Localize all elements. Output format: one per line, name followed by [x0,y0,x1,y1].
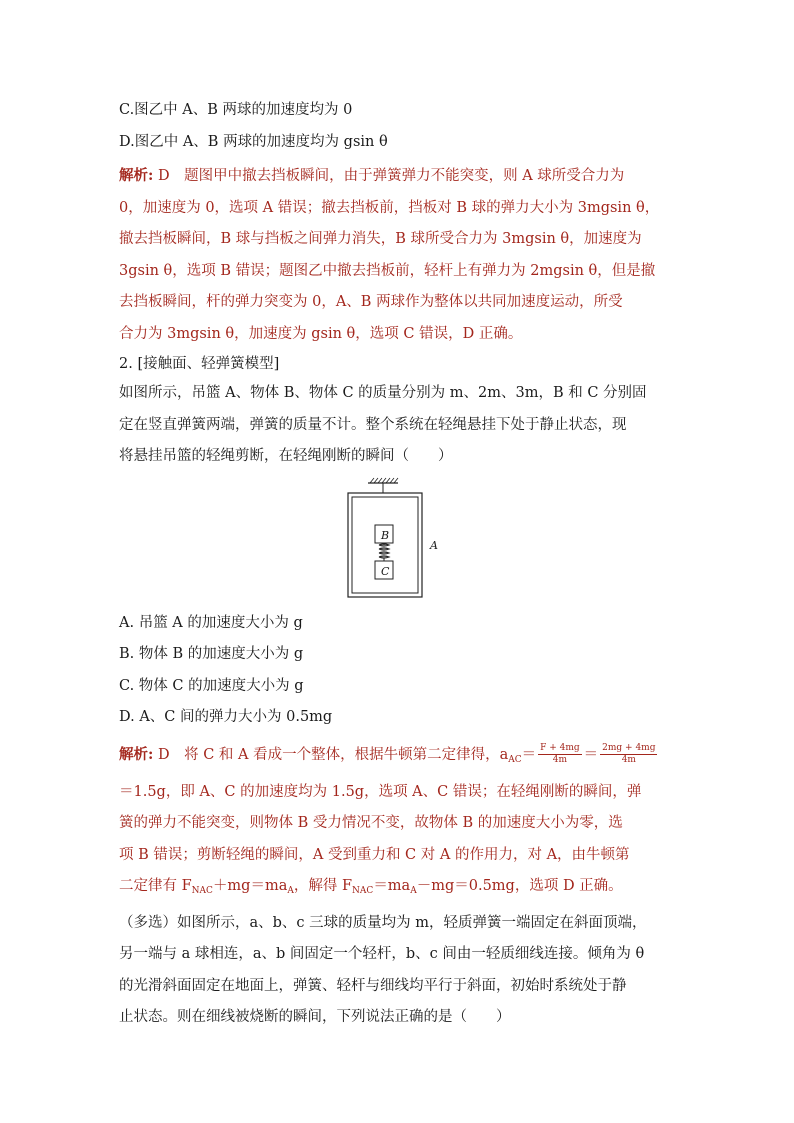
question-line: 另一端与 a 球相连，a、b 间固定一个轻杆，b、c 间由一轻质细线连接。倾角为 θ [119,946,645,962]
analysis-line: ＝1.5g，即 A、C 的加速度均为 1.5g，选项 A、C 错误；在轻绳刚断的瞬间，弹 [119,783,642,800]
analysis-line: 0，加速度为 0，选项 A 错误；撤去挡板前，挡板对 B 球的弹力大小为 3mgsin θ， [119,199,660,216]
analysis-line: 撤去挡板瞬间，B 球与挡板之间弹力消失，B 球所受合力为 3mgsin θ，加速度为 [119,231,642,247]
option-c: C.图乙中 A、B 两球的加速度均为 0 [119,102,353,118]
analysis-label: 解析: [119,745,154,763]
analysis-line: 去挡板瞬间，杆的弹力突变为 0，A、B 两球作为整体以共同加速度运动，所受 [119,294,623,310]
analysis-label: 解析: [119,167,154,184]
analysis-line: 合力为 3mgsin θ，加速度为 gsin θ，选项 C 错误，D 正确。 [119,325,523,342]
option-line: B. 物体 B 的加速度大小为 g [119,646,304,662]
question-line: 将悬挂吊篮的轻绳剪断，在轻绳刚断的瞬间（ ） [119,448,453,464]
question-line: 如图所示，吊篮 A、物体 B、物体 C 的质量分别为 m、2m、3m，B 和 C 分别固 [119,385,647,401]
analysis-block-2: 解析: D 将 C 和 A 看成一个整体，根据牛顿第二定律得，$a_{AC}=$ $\frac{F + 4mg}{4m}$ ＝ $\frac{2mg + 4mg}{4m}$ ＝1.5g，即 A、C 的加速度均为 1.5g，选项 A、C 错误；在轻绳刚断的瞬间，弹 簧的弹力不能突变，则物体 B 受力情况不变，故物体 B 的加速度大小为零，选 项 B 错误；剪断轻绳的瞬间，A 受到重力和 C 对 A 的作用力，对 A，由牛顿第 二定律有 $F_{NAC}+mg=ma_A$，解得 $F_{NAC}=ma_A-mg=0.5mg$，选项 D 正确。 [119,738,679,908]
question-line: 定在竖直弹簧两端，弹簧的质量不计。整个系统在轻绳悬挂下处于静止状态，现 [119,416,627,433]
label-c: C [381,564,390,578]
option-d: D.图乙中 A、B 两球的加速度均为 gsin θ [119,133,388,150]
option-line: C. 物体 C 的加速度大小为 g [119,677,304,694]
option-line: D. A、C 间的弹力大小为 0.5mg [119,709,333,725]
question-line: （多选）如图所示，a、b、c 三球的质量均为 m，轻质弹簧一端固定在斜面顶端， [119,914,647,931]
analysis-line: 二定律有 $F_{NAC}+mg=ma_A$，解得 $F_{NAC}=ma_A-mg=0.5mg$，选项 D 正确。 [119,878,623,896]
analysis-line: 项 B 错误；剪断轻绳的瞬间，A 受到重力和 C 对 A 的作用力，对 A，由牛顿第 [119,846,630,863]
analysis-block-1 [119,160,679,350]
basket-figure [119,477,679,602]
question-line: 止状态。则在细线被烧断的瞬间，下列说法正确的是（ ） [119,1009,511,1025]
option-line: A. 吊篮 A 的加速度大小为 g [119,614,303,631]
analysis-line: 3gsin θ，选项 B 错误；题图乙中撤去挡板前，轻杆上有弹力为 2mgsin θ，但是撤 [119,262,656,279]
fraction: $\frac{2mg + 4mg}{4m}$ [602,743,656,765]
document-page [119,95,679,1034]
analysis-line: D 题图甲中撤去挡板瞬间，由于弹簧弹力不能突变，则 A 球所受合力为 [157,168,625,184]
question-heading: 2. [接触面、轻弹簧模型] [119,356,280,372]
analysis-line: 簧的弹力不能突变，则物体 B 受力情况不变，故物体 B 的加速度大小为零，选 [119,815,623,831]
label-b: B [381,528,390,542]
question-line: 的光滑斜面固定在地面上，弹簧、轻杆与细线均平行于斜面，初始时系统处于静 [119,977,627,994]
fraction: $\frac{F + 4mg}{4m}$ [540,743,580,765]
label-a: A [430,538,438,552]
basket-diagram [346,477,436,602]
